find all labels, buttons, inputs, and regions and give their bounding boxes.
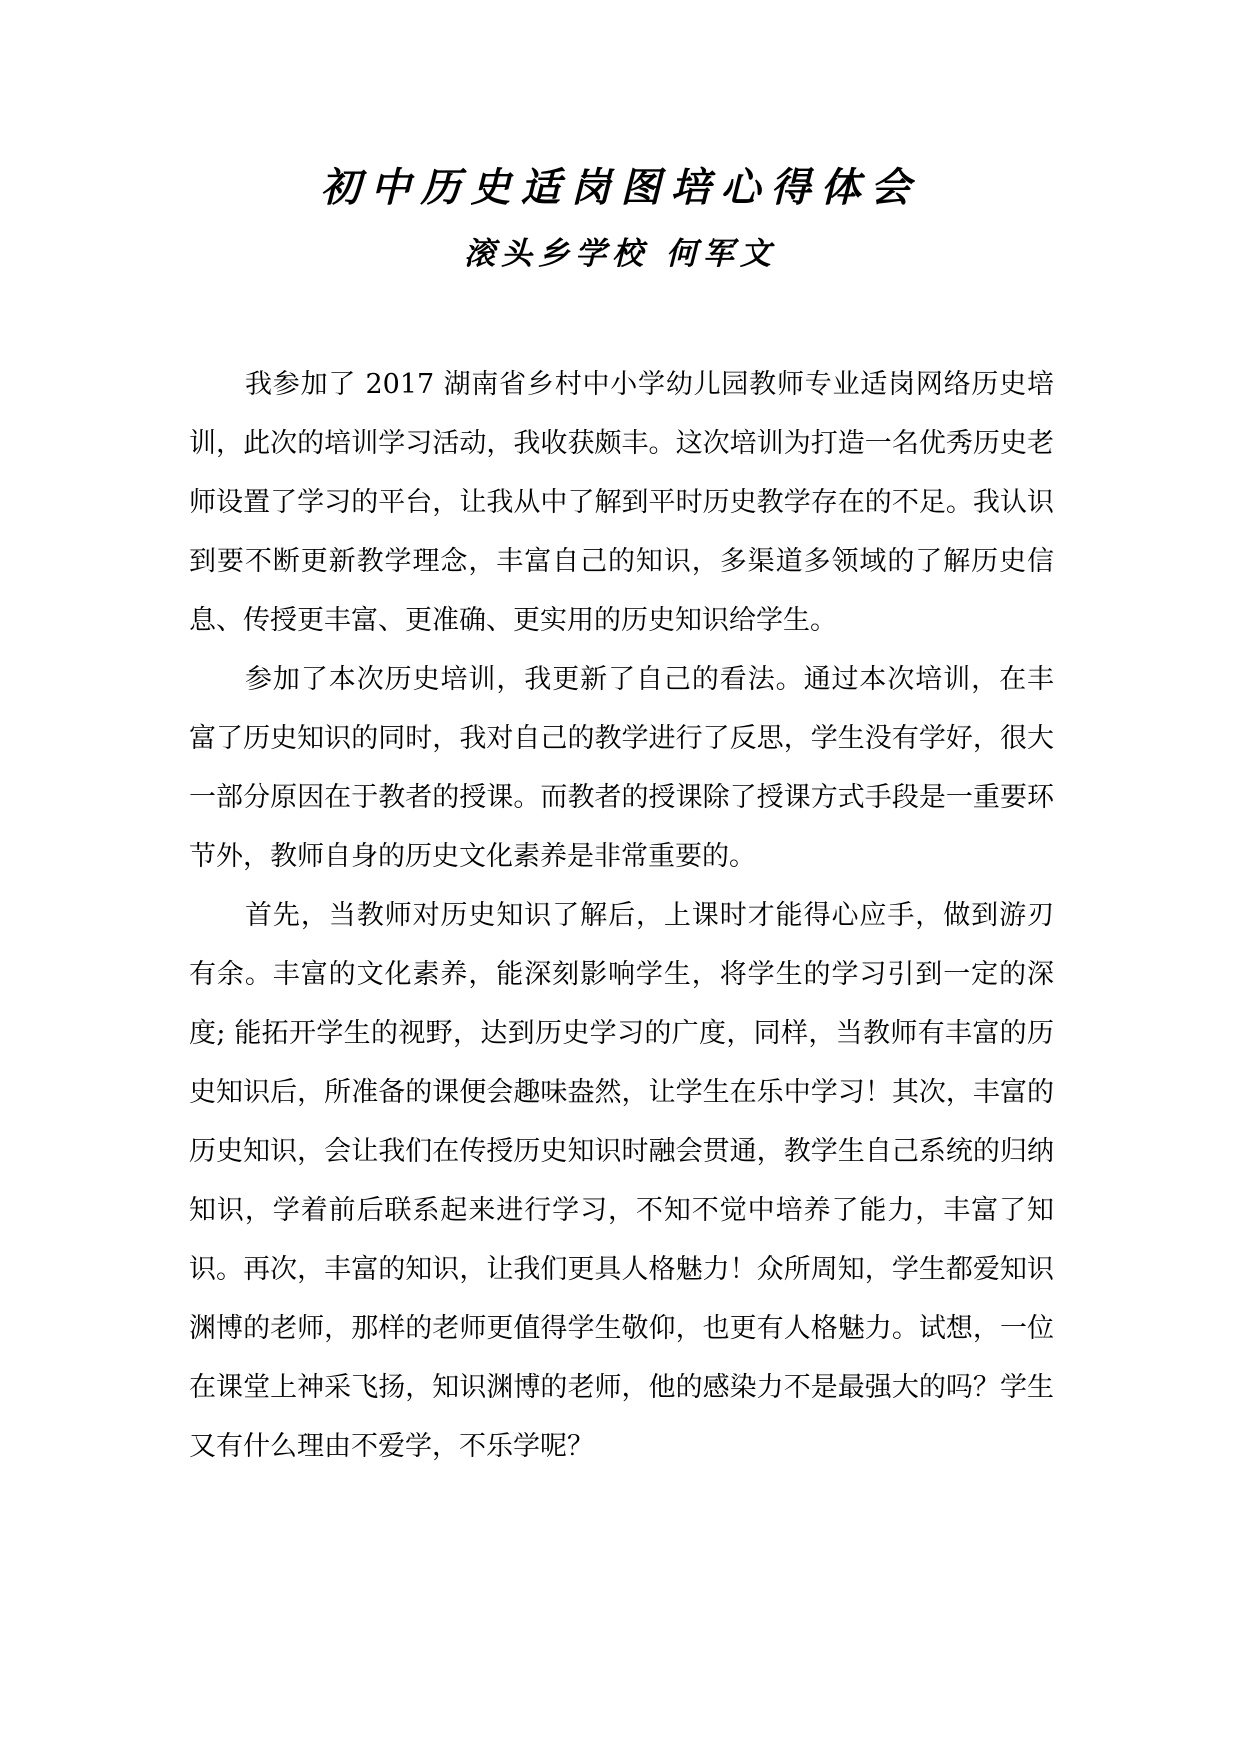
document-author: 滚头乡学校 何军文 (464, 236, 777, 272)
paragraph-1: 我参加了 2017 湖南省乡村中小学幼儿园教师专业适岗网络历史培训，此次的培训学习活动，我收获颇丰。这次培训为打造一名优秀历史老师设置了学习的平台，让我从中了解到平时历史教学存在的不足。我认识到要不断更新教学理念，丰富自己的知识，多渠道多领域的了解历史信息、传授更丰富、更准确、更实用的历史知识给学生。 (189, 369, 1054, 636)
paragraph-3: 首先，当教师对历史知识了解后，上课时才能得心应手，做到游刃有余。丰富的文化素养，能深刻影响学生，将学生的学习引到一定的深度; 能拓开学生的视野，达到历史学习的广度，同样，当教师有丰富的历史知识后，所准备的课便会趣味盎然，让学生在乐中学习！其次，丰富的历史知识，会让我们在传授历史知识时融会贯通，教学生自己系统的归纳知识，学着前后联系起来进行学习，不知不觉中培养了能力，丰富了知识。再次，丰富的知识，让我们更具人格魅力！众所周知，学生都爱知识渊博的老师，那样的老师更值得学生敬仰，也更有人格魅力。试想，一位在课堂上神采飞扬，知识渊博的老师，他的感染力不是最强大的吗？学生又有什么理由不爱学，不乐学呢？ (189, 900, 1054, 1462)
document-body (189, 355, 1054, 1476)
document-title: 初中历史适岗图培心得体会 (320, 164, 921, 211)
paragraph-2: 参加了本次历史培训，我更新了自己的看法。通过本次培训，在丰富了历史知识的同时，我对自己的教学进行了反思，学生没有学好，很大一部分原因在于教者的授课。而教者的授课除了授课方式手段是一重要环节外，教师自身的历史文化素养是非常重要的。 (189, 664, 1054, 872)
